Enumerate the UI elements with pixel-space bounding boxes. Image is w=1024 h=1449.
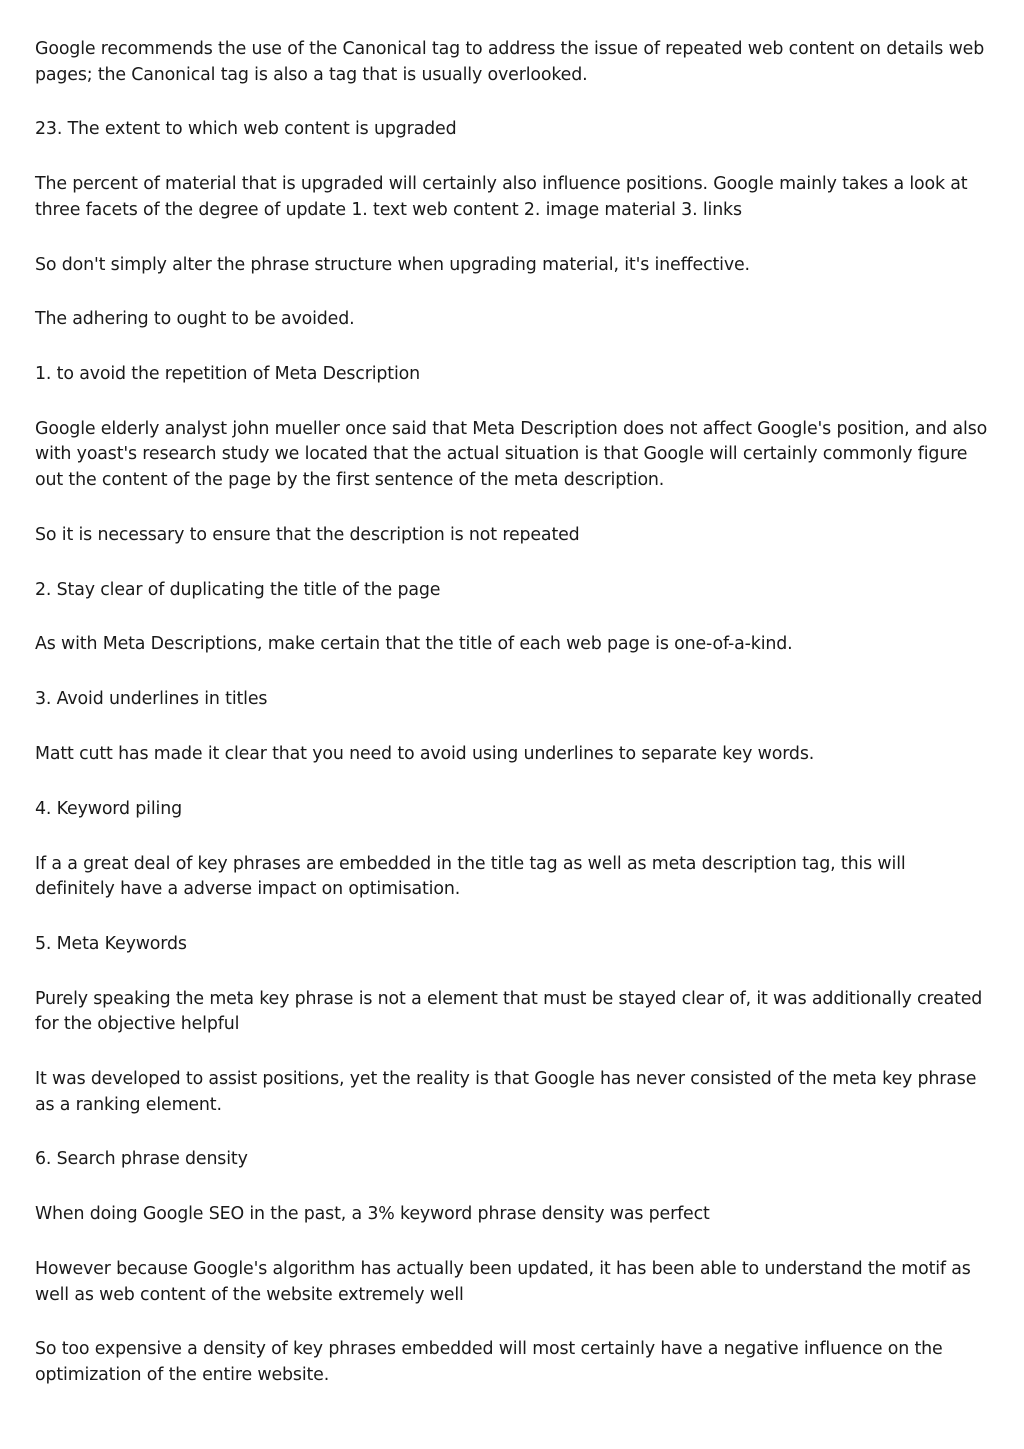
document-body [35, 37, 990, 1418]
paragraph-description-not-repeated: So it is necessary to ensure that the description is not repeated [35, 524, 580, 545]
paragraph-meta-keywords-ranking: It was developed to assist positions, yet the reality is that Google has never consisted of the meta key phrase as a ranking element. [35, 1069, 977, 1115]
heading-keyword-piling: 4. Keyword piling [35, 798, 182, 819]
paragraph-to-avoid: The adhering to ought to be avoided. [35, 309, 355, 330]
paragraph-meta-keywords-purpose: Purely speaking the meta key phrase is not a element that must be stayed clear of, it was additionally created for the objective helpful [35, 988, 983, 1035]
heading-meta-keywords: 5. Meta Keywords [35, 933, 187, 954]
paragraph-mueller-meta: Google elderly analyst john mueller once said that Meta Description does not affect Google's position, and also with yoast's research study we located that the actual situation is that Google will certainly commonly figure out the content of the page by the first sentence of the meta description. [35, 418, 988, 491]
paragraph-matt-cutt: Matt cutt has made it clear that you need to avoid using underlines to separate key words. [35, 743, 815, 764]
paragraph-unique-title: As with Meta Descriptions, make certain that the title of each web page is one-of-a-kind. [35, 634, 793, 655]
paragraph-phrase-structure: So don't simply alter the phrase structure when upgrading material, it's ineffective. [35, 254, 750, 275]
paragraph-update-facets: The percent of material that is upgraded will certainly also influence positions. Google mainly takes a look at three facets of the degree of update 1. text web content 2. image material 3. links [35, 174, 968, 220]
heading-duplicate-title: 2. Stay clear of duplicating the title of the page [35, 579, 441, 600]
heading-meta-description: 1. to avoid the repetition of Meta Description [35, 364, 421, 385]
heading-keyword-density: 6. Search phrase density [35, 1149, 248, 1170]
heading-underlines: 3. Avoid underlines in titles [35, 689, 268, 710]
paragraph-density-past: When doing Google SEO in the past, a 3% keyword phrase density was perfect [35, 1204, 710, 1225]
paragraph-canonical-tag: Google recommends the use of the Canonical tag to address the issue of repeated web content on details web pages; the Canonical tag is also a tag that is usually overlooked. [35, 39, 985, 85]
paragraph-keyword-piling: If a a great deal of key phrases are embedded in the title tag as well as meta description tag, this will definitely have a adverse impact on optimisation. [35, 853, 906, 900]
paragraph-algorithm-updated: However because Google's algorithm has actually been updated, it has been able to understand the motif as well as web content of the website extremely well [35, 1259, 971, 1305]
heading-content-update-extent: 23. The extent to which web content is upgraded [35, 119, 457, 140]
paragraph-density-negative: So too expensive a density of key phrases embedded will most certainly have a negative influence on the optimization of the entire website. [35, 1339, 943, 1385]
